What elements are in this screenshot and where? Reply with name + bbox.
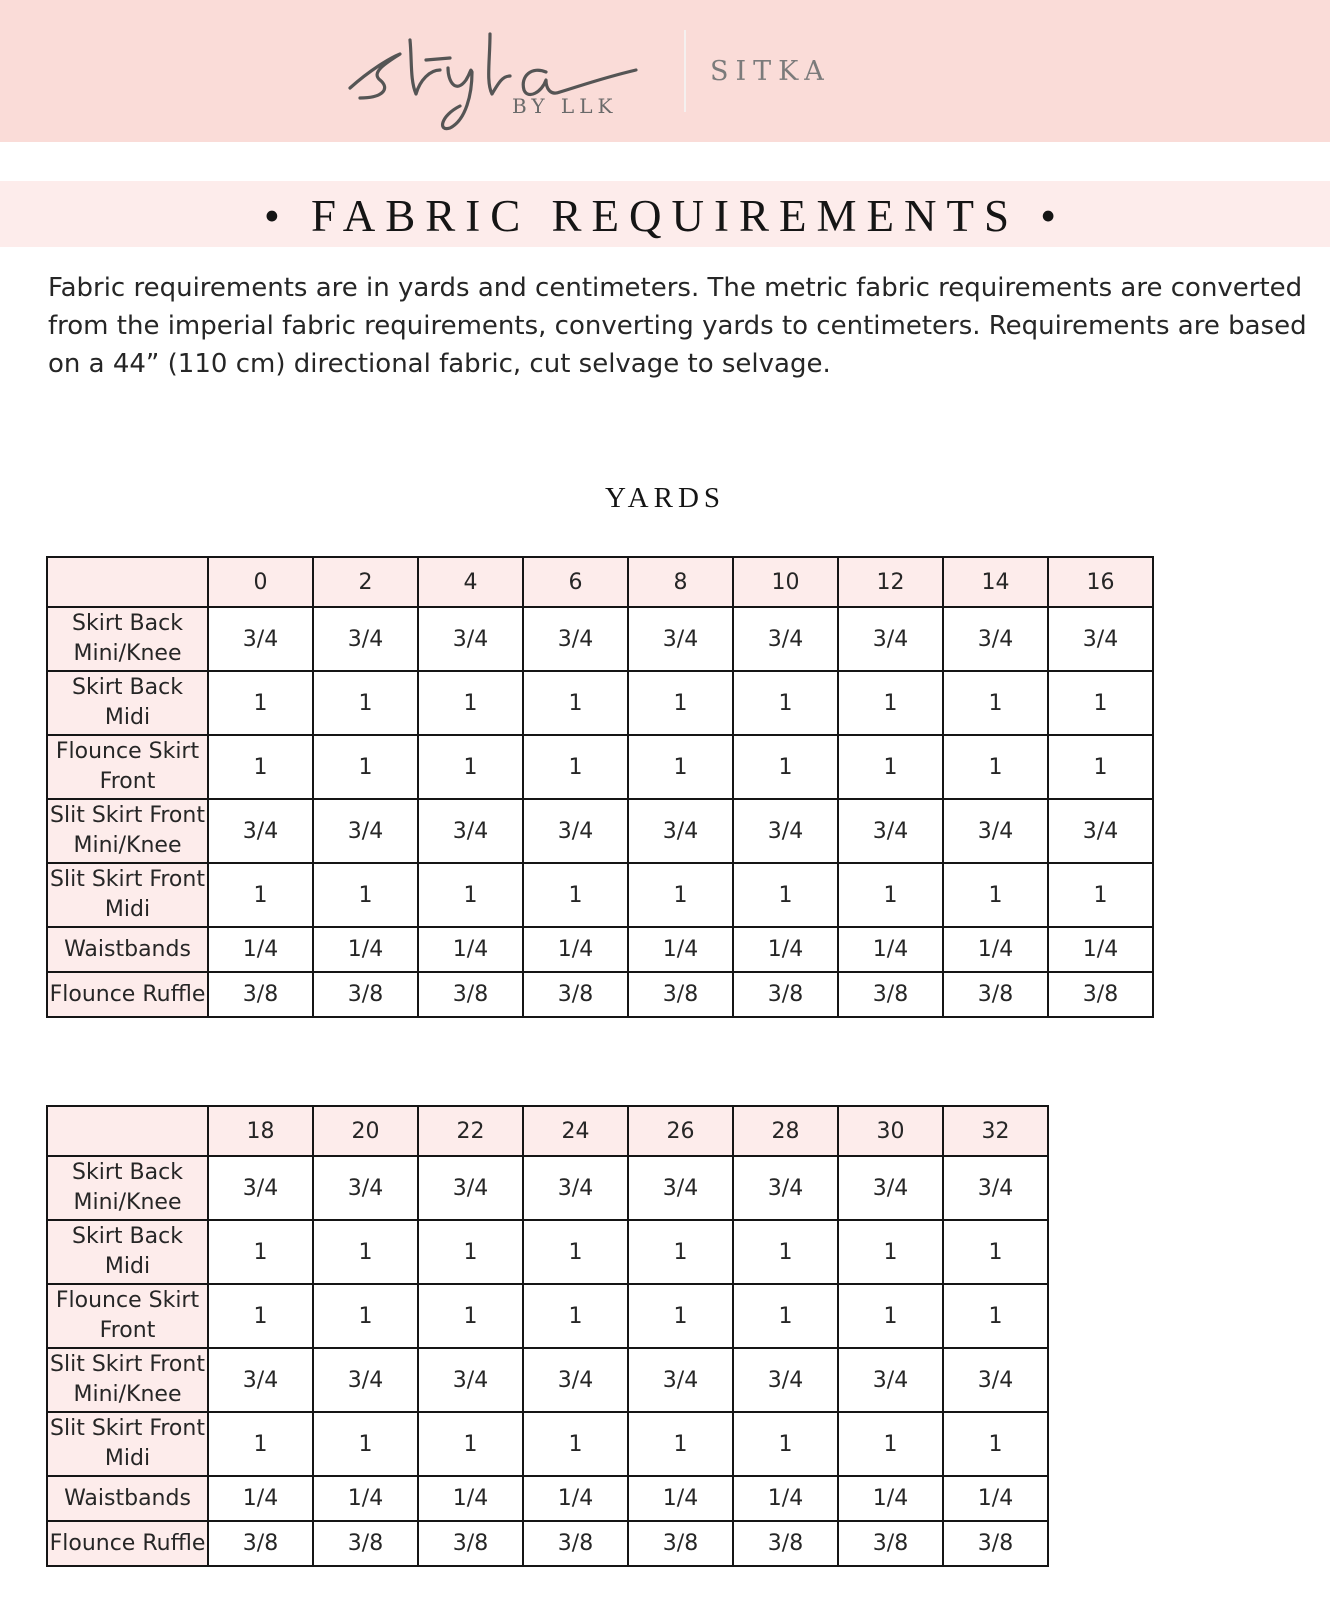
yardage-cell: 1/4 [523, 927, 628, 972]
table-row [47, 1476, 1048, 1521]
row-label [47, 671, 208, 735]
yardage-cell: 3/8 [943, 1521, 1048, 1566]
page-title: • FABRIC REQUIREMENTS • [264, 191, 1066, 241]
yardage-cell: 3/8 [523, 972, 628, 1017]
yardage-cell: 3/4 [943, 607, 1048, 671]
yardage-cell: 3/4 [313, 1156, 418, 1220]
yardage-cell: 3/4 [208, 1156, 313, 1220]
row-label-line: Mini/Knee [73, 641, 182, 666]
row-label-line: Slit Skirt Front [50, 867, 205, 892]
yardage-cell: 3/4 [628, 607, 733, 671]
yardage-cell: 1 [628, 1220, 733, 1284]
row-label [47, 972, 208, 1017]
yardage-cell: 1/4 [943, 1476, 1048, 1521]
yardage-cell: 1 [523, 1284, 628, 1348]
row-label-line: Flounce Skirt [55, 1288, 200, 1313]
yardage-cell: 1/4 [208, 1476, 313, 1521]
yardage-cell: 1 [628, 735, 733, 799]
header-band [0, 0, 1330, 142]
yardage-cell: 3/8 [838, 1521, 943, 1566]
yardage-cell: 1 [418, 1220, 523, 1284]
size-header: 30 [838, 1106, 943, 1156]
row-label-line: Front [99, 769, 156, 794]
yardage-cell: 3/4 [1048, 799, 1153, 863]
yardage-cell: 3/4 [943, 1156, 1048, 1220]
yardage-cell: 1/4 [418, 1476, 523, 1521]
yardage-cell: 1 [208, 1284, 313, 1348]
yardage-cell: 1 [313, 1284, 418, 1348]
yardage-cell: 1/4 [733, 927, 838, 972]
yardage-cell: 1 [523, 671, 628, 735]
yardage-cell: 1 [418, 735, 523, 799]
size-header: 32 [943, 1106, 1048, 1156]
size-header: 28 [733, 1106, 838, 1156]
yardage-cell: 3/4 [523, 1156, 628, 1220]
size-header: 16 [1048, 557, 1153, 607]
yards-table-sizes-18-32 [46, 1105, 1049, 1567]
row-label-line: Mini/Knee [73, 1382, 182, 1407]
yardage-cell: 1 [838, 1220, 943, 1284]
yardage-cell: 3/4 [838, 1348, 943, 1412]
logo-subtitle: BY LLK [512, 94, 618, 118]
yardage-cell: 1/4 [628, 1476, 733, 1521]
size-header: 26 [628, 1106, 733, 1156]
yardage-cell: 1 [208, 863, 313, 927]
table-row [47, 863, 1153, 927]
yards-table-sizes-0-16 [46, 556, 1154, 1018]
row-label-line: Flounce Skirt [55, 739, 200, 764]
row-label-line: Slit Skirt Front [50, 1352, 205, 1377]
yardage-cell: 3/4 [628, 799, 733, 863]
yardage-cell: 3/8 [628, 1521, 733, 1566]
yardage-cell: 1 [313, 671, 418, 735]
corner-cell [47, 557, 208, 607]
yardage-cell: 1 [943, 1412, 1048, 1476]
row-label-line: Flounce Ruffle [49, 1530, 206, 1556]
yardage-cell: 3/4 [313, 1348, 418, 1412]
yardage-cell: 3/4 [733, 1156, 838, 1220]
row-label [47, 1412, 208, 1476]
yardage-cell: 1 [1048, 735, 1153, 799]
yardage-cell: 1 [733, 1412, 838, 1476]
yardage-cell: 1/4 [628, 927, 733, 972]
yardage-cell: 3/4 [418, 607, 523, 671]
yardage-cell: 3/4 [523, 799, 628, 863]
size-header: 18 [208, 1106, 313, 1156]
yardage-cell: 1 [418, 671, 523, 735]
table-row [47, 972, 1153, 1017]
styla-logo [340, 10, 660, 138]
yardage-cell: 1 [733, 1284, 838, 1348]
yardage-cell: 1 [628, 1412, 733, 1476]
row-label-line: Front [99, 1318, 156, 1343]
size-header: 10 [733, 557, 838, 607]
yardage-cell: 3/4 [943, 799, 1048, 863]
yardage-cell: 1 [523, 863, 628, 927]
yardage-cell: 3/4 [208, 799, 313, 863]
yardage-cell: 3/8 [313, 972, 418, 1017]
yardage-cell: 1 [733, 863, 838, 927]
yardage-cell: 1 [943, 671, 1048, 735]
row-label [47, 863, 208, 927]
yardage-cell: 3/8 [208, 1521, 313, 1566]
yardage-cell: 1 [313, 863, 418, 927]
yardage-cell: 1 [628, 863, 733, 927]
yardage-cell: 3/4 [838, 607, 943, 671]
yardage-cell: 3/8 [838, 972, 943, 1017]
row-label [47, 1476, 208, 1521]
size-header: 6 [523, 557, 628, 607]
row-label [47, 1348, 208, 1412]
yardage-cell: 1/4 [733, 1476, 838, 1521]
yardage-cell: 1 [523, 735, 628, 799]
row-label-line: Midi [104, 1254, 151, 1279]
size-header: 24 [523, 1106, 628, 1156]
yardage-cell: 1 [313, 1412, 418, 1476]
yardage-cell: 1 [943, 1284, 1048, 1348]
yardage-cell: 1/4 [313, 1476, 418, 1521]
row-label-line: Mini/Knee [73, 833, 182, 858]
yardage-cell: 3/4 [1048, 607, 1153, 671]
yardage-cell: 1 [418, 1284, 523, 1348]
table-row [47, 1156, 1048, 1220]
yardage-cell: 3/4 [313, 607, 418, 671]
yardage-cell: 3/4 [628, 1156, 733, 1220]
yardage-cell: 1 [943, 863, 1048, 927]
yardage-cell: 1 [418, 863, 523, 927]
yardage-cell: 1 [313, 1220, 418, 1284]
table-row [47, 671, 1153, 735]
size-header: 20 [313, 1106, 418, 1156]
table-row [47, 735, 1153, 799]
yardage-cell: 3/8 [208, 972, 313, 1017]
yardage-cell: 1/4 [838, 927, 943, 972]
yardage-cell: 1 [733, 735, 838, 799]
row-label-line: Slit Skirt Front [50, 803, 205, 828]
yardage-cell: 1 [418, 1412, 523, 1476]
yardage-cell: 3/8 [523, 1521, 628, 1566]
row-label-line: Flounce Ruffle [49, 981, 206, 1007]
yardage-cell: 3/4 [523, 607, 628, 671]
yardage-cell: 1 [838, 735, 943, 799]
row-label-line: Mini/Knee [73, 1190, 182, 1215]
yardage-cell: 3/8 [628, 972, 733, 1017]
yardage-cell: 1 [208, 1412, 313, 1476]
corner-cell [47, 1106, 208, 1156]
yardage-cell: 3/4 [208, 1348, 313, 1412]
size-header: 8 [628, 557, 733, 607]
pattern-name: SITKA [710, 56, 831, 87]
row-label-line: Midi [104, 1446, 151, 1471]
section-title-yards: YARDS [604, 482, 726, 514]
row-label [47, 1156, 208, 1220]
table-row [47, 607, 1153, 671]
yardage-cell: 1 [943, 735, 1048, 799]
row-label [47, 799, 208, 863]
yardage-cell: 3/4 [418, 1156, 523, 1220]
yardage-cell: 1/4 [1048, 927, 1153, 972]
size-header: 4 [418, 557, 523, 607]
size-header: 0 [208, 557, 313, 607]
row-label-line: Waistbands [64, 936, 191, 962]
intro-paragraph: Fabric requirements are in yards and centimeters. The metric fabric requirements are converted from the imperial fabric requirements, converting yards to centimeters. Requirements are based on a 44” (110 cm) directional fabric, cut selvage to selvage. [48, 273, 1307, 379]
yardage-cell: 3/8 [943, 972, 1048, 1017]
yardage-cell: 1/4 [313, 927, 418, 972]
yardage-cell: 1 [208, 1220, 313, 1284]
yardage-cell: 3/4 [628, 1348, 733, 1412]
yardage-cell: 3/4 [418, 1348, 523, 1412]
yardage-cell: 3/4 [943, 1348, 1048, 1412]
yardage-cell: 1 [208, 735, 313, 799]
yardage-cell: 3/8 [733, 972, 838, 1017]
yardage-cell: 1 [733, 1220, 838, 1284]
table-row [47, 1284, 1048, 1348]
size-header: 2 [313, 557, 418, 607]
table-row [47, 1220, 1048, 1284]
yardage-cell: 3/8 [418, 972, 523, 1017]
yardage-cell: 1 [523, 1412, 628, 1476]
row-label [47, 735, 208, 799]
yardage-cell: 1 [628, 671, 733, 735]
row-label-line: Skirt Back [72, 675, 183, 700]
size-header: 14 [943, 557, 1048, 607]
yardage-cell: 1 [1048, 863, 1153, 927]
row-label-line: Slit Skirt Front [50, 1416, 205, 1441]
yardage-cell: 3/4 [313, 799, 418, 863]
table-row [47, 927, 1153, 972]
yardage-cell: 1 [838, 863, 943, 927]
yardage-cell: 1/4 [208, 927, 313, 972]
row-label-line: Skirt Back [72, 1224, 183, 1249]
table-row [47, 1521, 1048, 1566]
yardage-cell: 3/8 [1048, 972, 1153, 1017]
yardage-cell: 1 [628, 1284, 733, 1348]
row-label-line: Skirt Back [72, 1160, 183, 1185]
size-header: 12 [838, 557, 943, 607]
row-label [47, 927, 208, 972]
yardage-cell: 1/4 [523, 1476, 628, 1521]
logo-divider [684, 30, 686, 112]
yardage-cell: 3/8 [313, 1521, 418, 1566]
yardage-cell: 3/4 [733, 1348, 838, 1412]
yardage-cell: 3/4 [838, 799, 943, 863]
yardage-cell: 3/4 [418, 799, 523, 863]
yardage-cell: 1 [1048, 671, 1153, 735]
yardage-cell: 3/4 [733, 799, 838, 863]
table-header-row [47, 557, 1153, 607]
yardage-cell: 3/4 [208, 607, 313, 671]
yardage-cell: 1/4 [418, 927, 523, 972]
yardage-cell: 3/4 [733, 607, 838, 671]
yardage-cell: 1/4 [943, 927, 1048, 972]
row-label-line: Skirt Back [72, 611, 183, 636]
row-label [47, 1220, 208, 1284]
row-label-line: Midi [104, 705, 151, 730]
row-label-line: Waistbands [64, 1485, 191, 1511]
yardage-cell: 1 [838, 1284, 943, 1348]
table-row [47, 1412, 1048, 1476]
yardage-cell: 1 [523, 1220, 628, 1284]
yardage-cell: 3/8 [418, 1521, 523, 1566]
yardage-cell: 3/4 [523, 1348, 628, 1412]
yardage-cell: 1 [943, 1220, 1048, 1284]
table-row [47, 799, 1153, 863]
row-label [47, 1521, 208, 1566]
row-label-line: Midi [104, 897, 151, 922]
yardage-cell: 1 [313, 735, 418, 799]
table-row [47, 1348, 1048, 1412]
size-header: 22 [418, 1106, 523, 1156]
yardage-cell: 1/4 [838, 1476, 943, 1521]
table-header-row [47, 1106, 1048, 1156]
yardage-cell: 1 [208, 671, 313, 735]
yardage-cell: 1 [838, 1412, 943, 1476]
yardage-cell: 3/4 [838, 1156, 943, 1220]
yardage-cell: 1 [733, 671, 838, 735]
yardage-cell: 3/8 [733, 1521, 838, 1566]
row-label [47, 607, 208, 671]
yardage-cell: 1 [838, 671, 943, 735]
row-label [47, 1284, 208, 1348]
